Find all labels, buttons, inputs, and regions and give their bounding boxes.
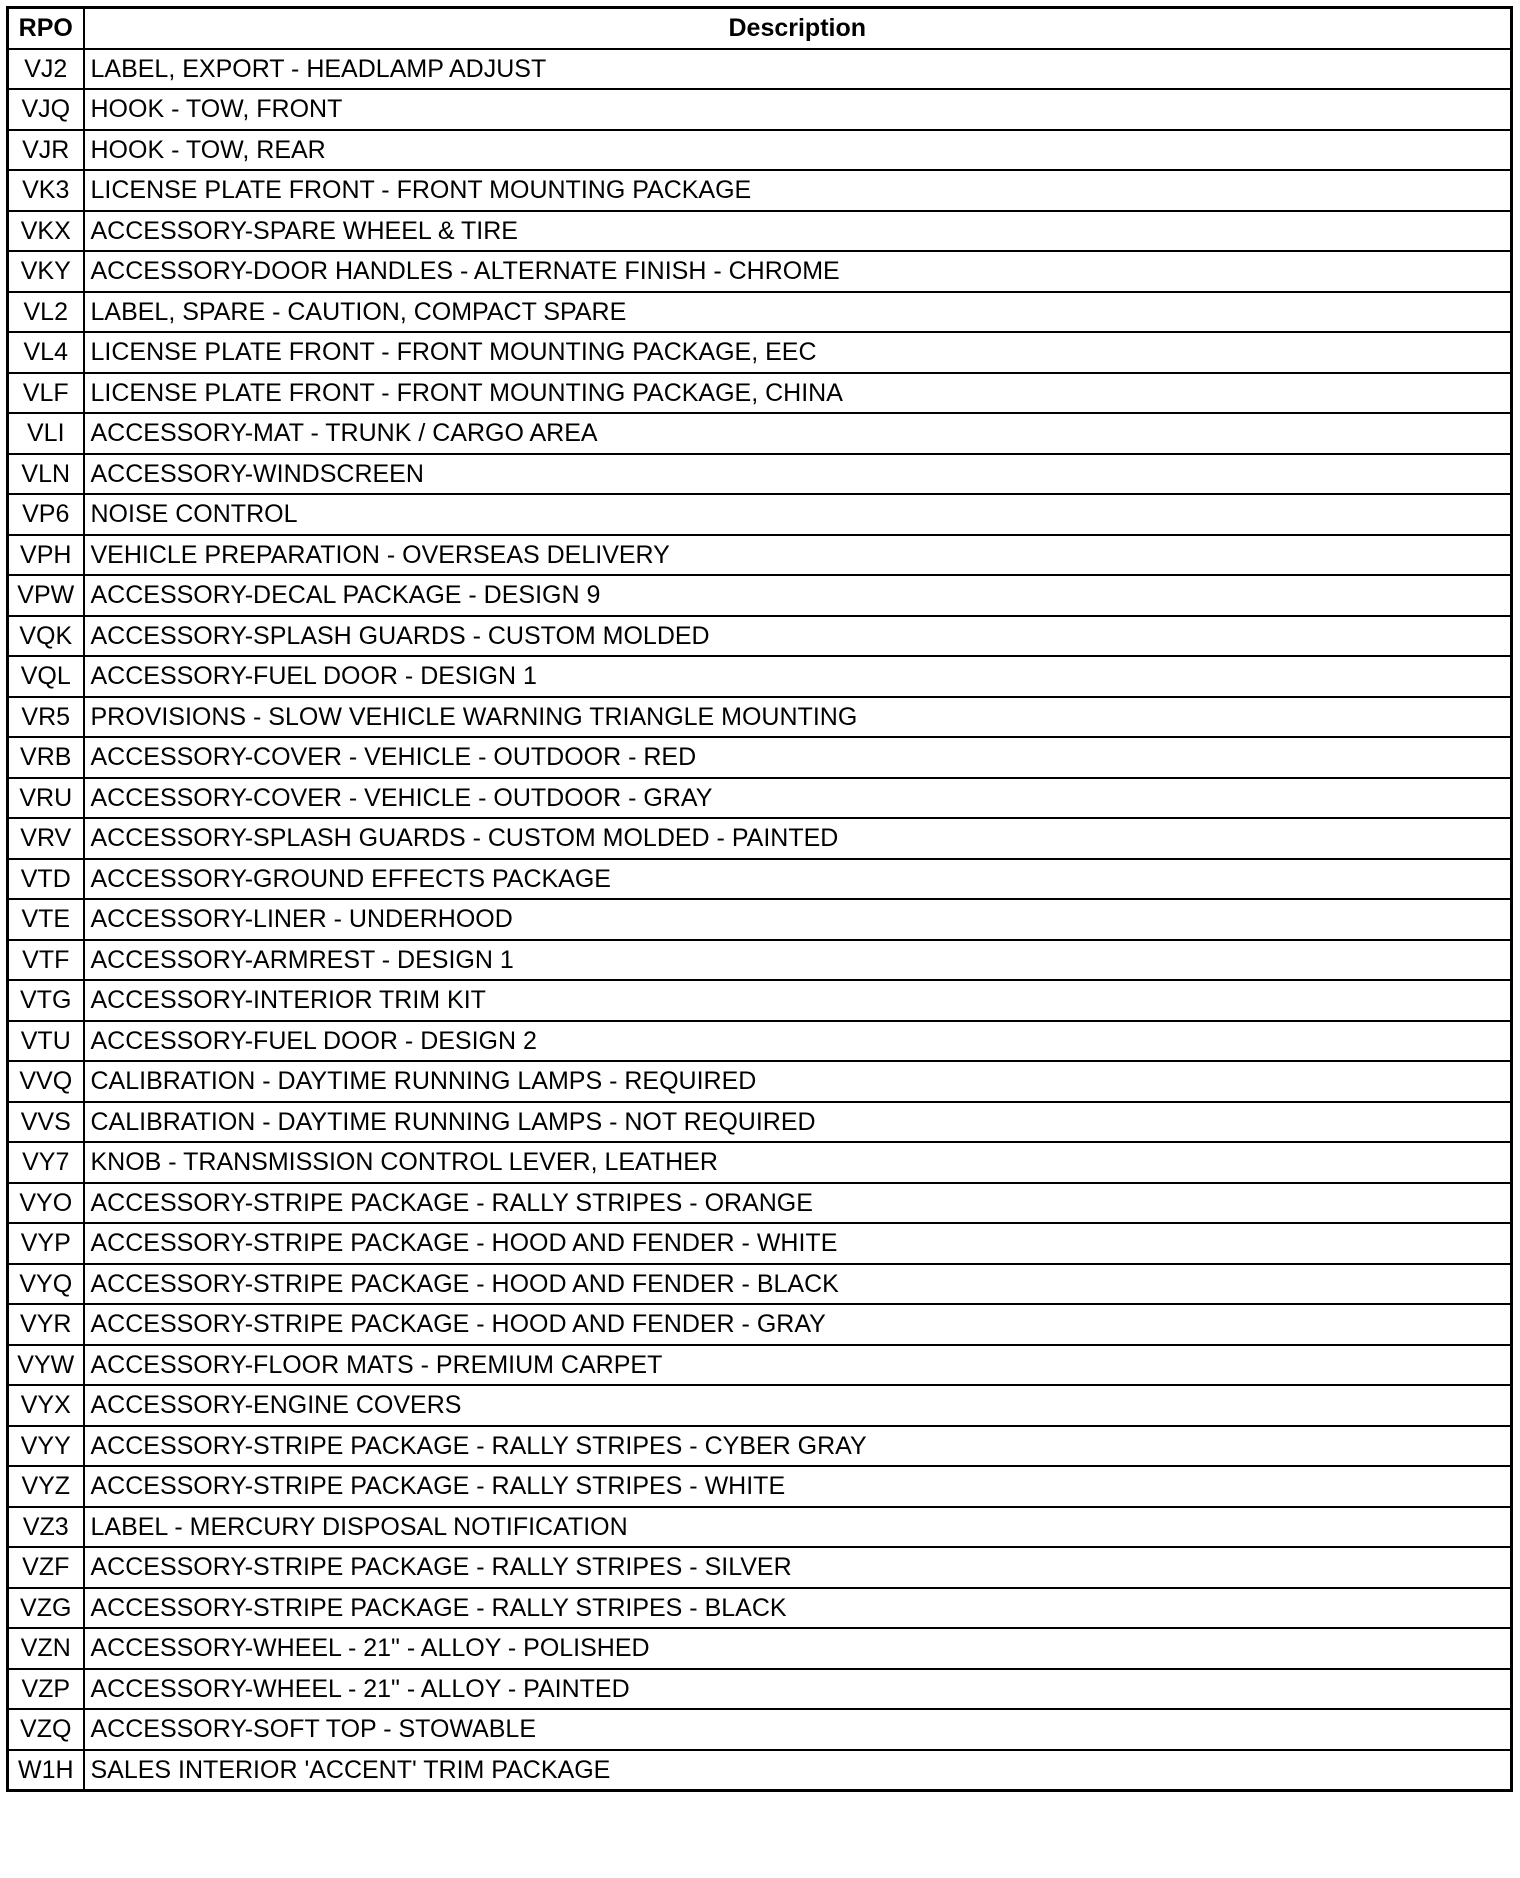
rpo-code-cell: VZQ xyxy=(8,1709,84,1750)
rpo-code-cell: VQK xyxy=(8,616,84,657)
description-cell: HOOK - TOW, REAR xyxy=(84,130,1512,171)
rpo-code-cell: W1H xyxy=(8,1750,84,1791)
table-header-row xyxy=(8,8,1512,49)
rpo-code-cell: VR5 xyxy=(8,697,84,738)
table-row xyxy=(8,130,1512,171)
description-cell: ACCESSORY-ARMREST - DESIGN 1 xyxy=(84,940,1512,981)
description-cell: ACCESSORY-FUEL DOOR - DESIGN 2 xyxy=(84,1021,1512,1062)
description-column-header: Description xyxy=(84,8,1512,49)
table-row xyxy=(8,656,1512,697)
description-cell: LICENSE PLATE FRONT - FRONT MOUNTING PACKAGE, EEC xyxy=(84,332,1512,373)
table-row xyxy=(8,49,1512,90)
rpo-code-cell: VZG xyxy=(8,1588,84,1629)
table-row xyxy=(8,211,1512,252)
rpo-table-container xyxy=(6,6,1510,1792)
description-cell: ACCESSORY-FUEL DOOR - DESIGN 1 xyxy=(84,656,1512,697)
description-cell: ACCESSORY-SPLASH GUARDS - CUSTOM MOLDED xyxy=(84,616,1512,657)
table-row xyxy=(8,413,1512,454)
rpo-code-cell: VPH xyxy=(8,535,84,576)
rpo-code-cell: VRU xyxy=(8,778,84,819)
table-row xyxy=(8,980,1512,1021)
rpo-code-cell: VTD xyxy=(8,859,84,900)
table-body xyxy=(8,49,1512,1791)
description-cell: ACCESSORY-STRIPE PACKAGE - RALLY STRIPES - CYBER GRAY xyxy=(84,1426,1512,1467)
description-cell: ACCESSORY-STRIPE PACKAGE - HOOD AND FENDER - BLACK xyxy=(84,1264,1512,1305)
rpo-code-cell: VP6 xyxy=(8,494,84,535)
description-cell: LABEL, SPARE - CAUTION, COMPACT SPARE xyxy=(84,292,1512,333)
description-cell: ACCESSORY-WHEEL - 21" - ALLOY - POLISHED xyxy=(84,1628,1512,1669)
rpo-code-cell: VYR xyxy=(8,1304,84,1345)
table-row xyxy=(8,1264,1512,1305)
description-cell: LABEL, EXPORT - HEADLAMP ADJUST xyxy=(84,49,1512,90)
table-row xyxy=(8,899,1512,940)
description-cell: ACCESSORY-STRIPE PACKAGE - HOOD AND FENDER - WHITE xyxy=(84,1223,1512,1264)
rpo-code-cell: VTF xyxy=(8,940,84,981)
description-cell: SALES INTERIOR 'ACCENT' TRIM PACKAGE xyxy=(84,1750,1512,1791)
table-row xyxy=(8,1304,1512,1345)
rpo-code-cell: VKY xyxy=(8,251,84,292)
rpo-code-cell: VZF xyxy=(8,1547,84,1588)
table-row xyxy=(8,1750,1512,1791)
table-row xyxy=(8,1507,1512,1548)
description-cell: ACCESSORY-STRIPE PACKAGE - RALLY STRIPES - ORANGE xyxy=(84,1183,1512,1224)
rpo-code-cell: VYZ xyxy=(8,1466,84,1507)
rpo-code-cell: VL2 xyxy=(8,292,84,333)
description-cell: ACCESSORY-SOFT TOP - STOWABLE xyxy=(84,1709,1512,1750)
table-row xyxy=(8,697,1512,738)
rpo-code-cell: VL4 xyxy=(8,332,84,373)
table-row xyxy=(8,332,1512,373)
description-cell: NOISE CONTROL xyxy=(84,494,1512,535)
rpo-code-cell: VJR xyxy=(8,130,84,171)
description-cell: ACCESSORY-LINER - UNDERHOOD xyxy=(84,899,1512,940)
table-row xyxy=(8,535,1512,576)
description-cell: ACCESSORY-COVER - VEHICLE - OUTDOOR - GRAY xyxy=(84,778,1512,819)
table-row xyxy=(8,940,1512,981)
table-row xyxy=(8,170,1512,211)
description-cell: ACCESSORY-FLOOR MATS - PREMIUM CARPET xyxy=(84,1345,1512,1386)
rpo-column-header: RPO xyxy=(8,8,84,49)
rpo-code-cell: VZP xyxy=(8,1669,84,1710)
rpo-code-cell: VVS xyxy=(8,1102,84,1143)
description-cell: ACCESSORY-SPLASH GUARDS - CUSTOM MOLDED - PAINTED xyxy=(84,818,1512,859)
table-row xyxy=(8,1183,1512,1224)
table-row xyxy=(8,859,1512,900)
table-row xyxy=(8,1466,1512,1507)
table-row xyxy=(8,1669,1512,1710)
table-row xyxy=(8,494,1512,535)
table-row xyxy=(8,1385,1512,1426)
rpo-code-cell: VK3 xyxy=(8,170,84,211)
rpo-code-cell: VYO xyxy=(8,1183,84,1224)
rpo-code-cell: VJQ xyxy=(8,89,84,130)
table-row xyxy=(8,1102,1512,1143)
rpo-code-cell: VPW xyxy=(8,575,84,616)
description-cell: HOOK - TOW, FRONT xyxy=(84,89,1512,130)
table-row xyxy=(8,1061,1512,1102)
description-cell: LICENSE PLATE FRONT - FRONT MOUNTING PACKAGE, CHINA xyxy=(84,373,1512,414)
rpo-code-cell: VVQ xyxy=(8,1061,84,1102)
table-row xyxy=(8,818,1512,859)
rpo-code-cell: VYQ xyxy=(8,1264,84,1305)
rpo-code-cell: VZ3 xyxy=(8,1507,84,1548)
table-row xyxy=(8,575,1512,616)
table-row xyxy=(8,616,1512,657)
table-row xyxy=(8,1709,1512,1750)
rpo-code-cell: VTE xyxy=(8,899,84,940)
description-cell: ACCESSORY-MAT - TRUNK / CARGO AREA xyxy=(84,413,1512,454)
rpo-code-cell: VTU xyxy=(8,1021,84,1062)
rpo-code-cell: VLF xyxy=(8,373,84,414)
rpo-code-cell: VYY xyxy=(8,1426,84,1467)
description-cell: PROVISIONS - SLOW VEHICLE WARNING TRIANGLE MOUNTING xyxy=(84,697,1512,738)
description-cell: ACCESSORY-SPARE WHEEL & TIRE xyxy=(84,211,1512,252)
description-cell: ACCESSORY-DECAL PACKAGE - DESIGN 9 xyxy=(84,575,1512,616)
table-row xyxy=(8,292,1512,333)
rpo-code-cell: VYX xyxy=(8,1385,84,1426)
table-row xyxy=(8,1345,1512,1386)
table-row xyxy=(8,1588,1512,1629)
description-cell: ACCESSORY-COVER - VEHICLE - OUTDOOR - RED xyxy=(84,737,1512,778)
table-row xyxy=(8,737,1512,778)
table-row xyxy=(8,1142,1512,1183)
rpo-code-cell: VLN xyxy=(8,454,84,495)
rpo-code-cell: VYW xyxy=(8,1345,84,1386)
table-row xyxy=(8,1021,1512,1062)
table-row xyxy=(8,454,1512,495)
rpo-code-cell: VRB xyxy=(8,737,84,778)
rpo-code-cell: VZN xyxy=(8,1628,84,1669)
rpo-code-cell: VRV xyxy=(8,818,84,859)
rpo-code-cell: VYP xyxy=(8,1223,84,1264)
description-cell: ACCESSORY-GROUND EFFECTS PACKAGE xyxy=(84,859,1512,900)
description-cell: ACCESSORY-STRIPE PACKAGE - RALLY STRIPES - BLACK xyxy=(84,1588,1512,1629)
description-cell: ACCESSORY-WHEEL - 21" - ALLOY - PAINTED xyxy=(84,1669,1512,1710)
description-cell: ACCESSORY-ENGINE COVERS xyxy=(84,1385,1512,1426)
description-cell: ACCESSORY-DOOR HANDLES - ALTERNATE FINISH - CHROME xyxy=(84,251,1512,292)
description-cell: ACCESSORY-STRIPE PACKAGE - HOOD AND FENDER - GRAY xyxy=(84,1304,1512,1345)
description-cell: CALIBRATION - DAYTIME RUNNING LAMPS - REQUIRED xyxy=(84,1061,1512,1102)
rpo-code-cell: VKX xyxy=(8,211,84,252)
description-cell: LABEL - MERCURY DISPOSAL NOTIFICATION xyxy=(84,1507,1512,1548)
description-cell: ACCESSORY-WINDSCREEN xyxy=(84,454,1512,495)
description-cell: ACCESSORY-STRIPE PACKAGE - RALLY STRIPES - WHITE xyxy=(84,1466,1512,1507)
table-row xyxy=(8,251,1512,292)
rpo-code-cell: VY7 xyxy=(8,1142,84,1183)
rpo-code-cell: VLI xyxy=(8,413,84,454)
rpo-code-cell: VQL xyxy=(8,656,84,697)
table-row xyxy=(8,89,1512,130)
description-cell: LICENSE PLATE FRONT - FRONT MOUNTING PACKAGE xyxy=(84,170,1512,211)
rpo-code-cell: VJ2 xyxy=(8,49,84,90)
rpo-table xyxy=(6,6,1513,1792)
table-row xyxy=(8,373,1512,414)
description-cell: KNOB - TRANSMISSION CONTROL LEVER, LEATHER xyxy=(84,1142,1512,1183)
description-cell: ACCESSORY-STRIPE PACKAGE - RALLY STRIPES - SILVER xyxy=(84,1547,1512,1588)
table-row xyxy=(8,778,1512,819)
table-row xyxy=(8,1628,1512,1669)
table-row xyxy=(8,1426,1512,1467)
table-row xyxy=(8,1223,1512,1264)
description-cell: CALIBRATION - DAYTIME RUNNING LAMPS - NOT REQUIRED xyxy=(84,1102,1512,1143)
description-cell: ACCESSORY-INTERIOR TRIM KIT xyxy=(84,980,1512,1021)
table-row xyxy=(8,1547,1512,1588)
rpo-code-cell: VTG xyxy=(8,980,84,1021)
description-cell: VEHICLE PREPARATION - OVERSEAS DELIVERY xyxy=(84,535,1512,576)
